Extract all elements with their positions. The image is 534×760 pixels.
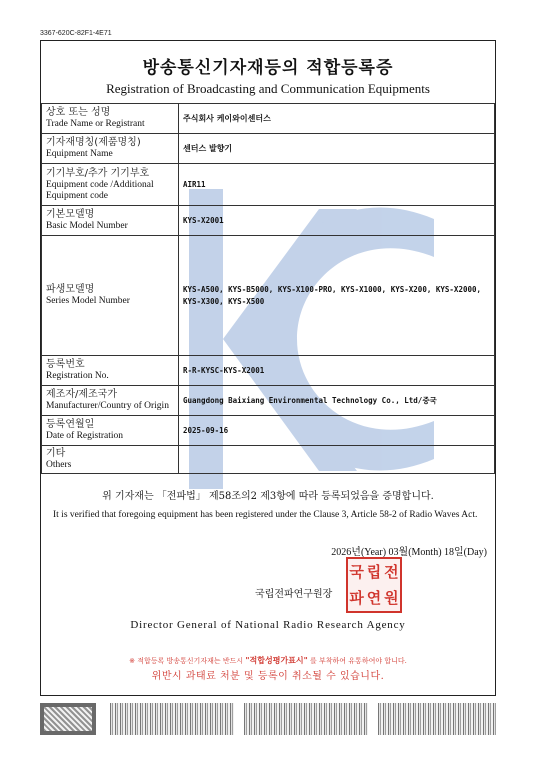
security-pattern [378,703,496,735]
penalty-notice: 위반시 과태료 처분 및 등록이 취소될 수 있습니다. [151,671,385,682]
label-english: Equipment Name [46,149,113,159]
certificate-frame [40,40,496,696]
row-series-model [42,236,495,356]
seal-glyph: 연 [366,589,382,607]
issue-date: 2026년(Year) 03월(Month) 18일(Day) [331,547,487,558]
label-korean: 기기부호/추가 기기부호 [46,167,150,179]
equipment-code-value: AIR11 [179,164,495,206]
label-cell [42,164,179,206]
label-english: Manufacturer/Country of Origin [46,401,169,411]
title-korean: 방송통신기자재등의 적합등록증 [142,58,394,78]
basic-model-value: KYS-X2001 [179,206,495,236]
security-barcode-strip [40,703,496,737]
label-korean: 기본모델명 [46,209,95,220]
series-model-value: KYS-A500, KYS-B5000, KYS-X100-PRO, KYS-X1000, KYS-X200, KYS-X2000, KYS-X300, KYS-X500 [179,236,495,356]
label-english: Others [46,460,72,470]
row-registration-no [42,356,495,386]
row-registration-date [42,416,495,446]
label-cell [42,104,179,134]
agency-name-korean: 국립전파연구원장 [255,589,333,600]
trade-name-value: 주식회사 케이와이센터스 [179,104,495,134]
statement-korean: 위 기자재는 「전파법」 제58조의2 제3항에 따라 등록되었음을 증명합니다. [102,491,434,502]
label-english: Trade Name or Registrant [46,119,145,129]
label-cell [42,206,179,236]
agency-name-english: Director General of National Radio Research Agency [130,619,406,631]
registration-date-value: 2025-09-16 [179,416,495,446]
label-english: Registration No. [46,371,109,381]
certification-statement [47,489,489,524]
manufacturer-value: Guangdong Baixiang Environmental Technology Co., Ltd/중국 [179,386,495,416]
label-english: Equipment code /Additional Equipment code [46,179,154,201]
label-korean: 기타 [46,448,66,459]
label-cell [42,356,179,386]
title-english: Registration of Broadcasting and Communication Equipments [106,81,430,96]
labeling-notice [41,655,495,666]
registration-table [41,103,495,474]
seal-glyph: 원 [384,589,399,607]
row-trade-name [42,104,495,134]
label-korean: 파생모델명 [46,284,95,295]
others-value [179,446,495,474]
row-equipment-name [42,134,495,164]
row-manufacturer [42,386,495,416]
row-equipment-code [42,164,495,206]
label-english: Date of Registration [46,431,124,441]
seal-glyph: 파 [349,589,364,607]
seal-glyph: 국 [349,563,364,581]
label-cell [42,134,179,164]
security-pattern [110,703,234,735]
label-korean: 등록번호 [46,359,85,370]
statement-english: It is verified that foregoing equipment has been registered under the Clause 3, Article 58-2 of Radio Waves Act. [53,510,478,520]
label-cell [42,446,179,474]
label-korean: 등록연월일 [46,419,95,430]
row-others [42,446,495,474]
notice-prefix: ※ 적합등록 방송통신기자재는 반드시 [129,657,244,665]
label-cell [42,416,179,446]
label-cell [42,386,179,416]
qr-code-icon [40,703,96,735]
seal-glyph: 전 [384,563,399,581]
security-pattern [244,703,368,735]
registration-no-value: R-R-KYSC-KYS-X2001 [179,356,495,386]
label-english: Basic Model Number [46,221,128,231]
notice-emphasis: "적합성평가표시" [245,656,308,665]
row-basic-model [42,206,495,236]
label-korean: 상호 또는 성명 [46,107,111,118]
label-cell [42,236,179,356]
label-english: Series Model Number [46,296,130,306]
seal-glyph: 립 [366,563,382,581]
label-korean: 기자재명칭(제품명칭) [46,137,141,148]
document-id: 3367-620C-82F1-4E71 [40,30,112,37]
label-korean: 제조자/제조국가 [46,389,117,400]
official-seal [346,557,402,613]
notice-suffix: 를 부착하여 유통하여야 합니다. [310,657,407,665]
equipment-name-value: 센터스 발향기 [179,134,495,164]
